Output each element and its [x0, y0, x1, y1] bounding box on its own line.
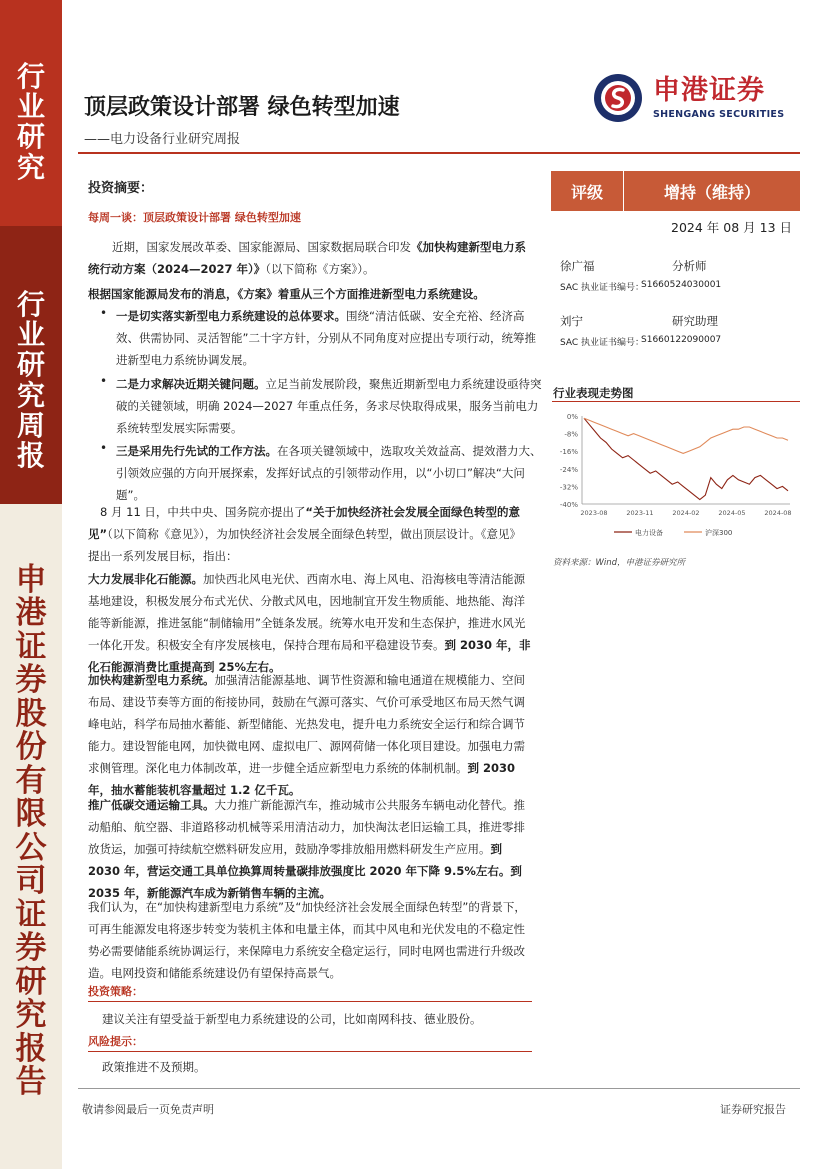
point-three-text: 在各项关键领域中，选取攻关效益高、提效潜力大、引领效应强的方向开展探索，发挥好试点的引领带动作用，以“小切口”解决“大问题”。	[116, 444, 542, 502]
point-two-text: 立足当前发展阶段，聚焦近期新型电力系统建设亟待突破的关键领域，明确 2024—2027 年重点任务，务求尽快取得成果，服务当前电力系统转型发展实际需要。	[116, 377, 542, 435]
bullet-icon: •	[100, 374, 108, 388]
chart-x-tick-label: 2023-08	[580, 509, 608, 517]
chart-y-tick-label: -8%	[564, 430, 578, 439]
analyst-name: 徐广福	[560, 259, 595, 273]
opinion-text-a: 8 月 11 日，中共中央、国务院亦提出了	[100, 505, 306, 519]
sidebar-label-industry-research: 行 业 研 究	[16, 60, 45, 184]
assistant-cert-label: SAC 执业证书编号：	[560, 338, 645, 348]
footer-report-type: 证券研究报告	[720, 1103, 786, 1116]
logo-text-en: SHENGANG SECURITIES	[653, 108, 785, 120]
section-transport-target: 到 2030 年，营运交通工具单位换算周转量碳排放强度比 2020 年下降 9.5%左右。到 2035 年，新能源汽车成为新销售车辆的主流。	[88, 842, 522, 900]
strategy-text: 建议关注有望受益于新型电力系统建设的公司，比如南网科技、德业股份。	[102, 1012, 482, 1026]
section-non-fossil-title: 大力发展非化石能源。	[88, 572, 203, 586]
chart-legend-label: 电力设备	[635, 529, 663, 537]
chart-y-tick-label: -24%	[559, 465, 578, 474]
footer-divider	[78, 1088, 800, 1089]
section-non-fossil	[88, 568, 532, 678]
chart-y-tick-label: 0%	[566, 413, 578, 421]
chart-y-tick-label: -16%	[559, 448, 578, 457]
weekly-topic-heading: 每周一谈：顶层政策设计部署 绿色转型加速	[88, 211, 301, 224]
sidebar	[0, 0, 62, 1169]
rating-label: 评级	[570, 182, 603, 202]
performance-line-chart	[552, 406, 798, 548]
point-one-text: 围绕“清洁低碳、安全充裕、经济高效、供需协同、灵活智能”二十字方针，分别从不同角度对应提出专项行动，统筹推进新型电力系统协调发展。	[116, 309, 536, 367]
section-non-fossil-text: 加快西北风电光伏、西南水电、海上风电、沿海核电等清洁能源基地建设，积极发展分布式光伏、分散式风电，因地制宜开发生物质能、地热能、海洋能等新能源，推进氢能“制储输用”全链条发展。统筹水电开发和生态保护，推进水风光一体化开发。积极安全有序发展核电，保持合理布局和平稳建设节奏。	[88, 572, 526, 652]
opinion-title: “关于加快经济社会发展全面绿色转型的意见”	[88, 505, 520, 541]
header-divider	[78, 152, 800, 154]
section-low-carbon-transport	[88, 794, 532, 904]
section-transport-title: 推广低碳交通运输工具。	[88, 798, 215, 812]
risk-heading: 风险提示：	[88, 1035, 143, 1048]
footer-disclaimer: 敬请参阅最后一页免责声明	[82, 1103, 214, 1116]
page-title: 顶层政策设计部署 绿色转型加速	[84, 94, 400, 120]
intro-text-a: 近期，国家发展改革委、国家能源局、国家数据局联合印发	[112, 240, 411, 254]
point-three	[88, 440, 542, 506]
assistant-role: 研究助理	[672, 314, 718, 328]
analyst-role: 分析师	[672, 259, 707, 273]
chart-title: 行业表现走势图	[553, 386, 634, 400]
strategy-rule	[88, 1001, 532, 1002]
summary-heading: 投资摘要：	[88, 181, 154, 196]
chart-y-tick-label: -40%	[559, 501, 578, 509]
page-subtitle: ——电力设备行业研究周报	[84, 132, 241, 147]
analyst-cert-label: SAC 执业证书编号：	[560, 283, 645, 293]
point-one-title: 一是切实落实新型电力系统建设的总体要求。	[116, 309, 346, 323]
view-paragraph: 我们认为，在“加快构建新型电力系统”及“加快经济社会发展全面绿色转型”的背景下，可再生能源发电将逐步转变为装机主体和电量主体，而其中风电和光伏发电的不稳定性势必需要储能系统协调运行，来保障电力系统安全稳定运行，同时电网也需进行升级改造。电网投资和储能系统建设仍有望保持高景气。	[88, 900, 526, 980]
chart-x-tick-label: 2024-05	[718, 509, 746, 517]
point-two-title: 二是力求解决近期关键问题。	[116, 377, 266, 391]
report-date: 2024 年 08 月 13 日	[671, 220, 792, 235]
chart-series-line	[584, 418, 788, 453]
plan-focus-paragraph: 根据国家能源局发布的消息，《方案》着重从三个方面推进新型电力系统建设。	[88, 287, 485, 301]
chart-x-tick-label: 2024-02	[672, 509, 700, 517]
chart-x-tick-label: 2024-08	[764, 509, 792, 517]
risk-rule	[88, 1051, 532, 1052]
section-power-system-text: 加强清洁能源基地、调节性资源和输电通道在规模能力、空间布局、建设节奏等方面的衔接协同，鼓励在气源可落实、气价可承受地区布局天然气调峰电站，科学布局抽水蓄能、新型储能、光热发电，提升电力系统安全运行和综合调节能力。建设智能电网，加快微电网、虚拟电厂、源网荷储一体化项目建设。加强电力需求侧管理。深化电力体制改革，进一步健全适应新型电力系统的体制机制。	[88, 673, 525, 775]
chart-legend-label: 沪深300	[705, 529, 733, 537]
assistant-cert: S1660122090007	[641, 335, 722, 345]
logo-text-cn: 申港证券	[653, 74, 765, 106]
bullet-icon: •	[100, 306, 108, 320]
risk-text: 政策推进不及预期。	[102, 1060, 206, 1074]
point-two	[88, 373, 542, 439]
section-non-fossil-target: 到 2030 年，非化石能源消费比重提高到 25%左右。	[88, 638, 531, 674]
opinion-paragraph	[88, 501, 532, 567]
bullet-icon: •	[100, 441, 108, 455]
section-transport-text: 大力推广新能源汽车，推动城市公共服务车辆电动化替代。推动船舶、航空器、非道路移动机械等采用清洁动力，加快淘汰老旧运输工具，推进零排放货运，加强可持续航空燃料研发应用，鼓励净零排放船用燃料研发生产应用。	[88, 798, 525, 856]
opinion-text-c: （以下简称《意见》），为加快经济社会发展全面绿色转型，做出顶层设计。《意见》提出一系列发展目标，指出：	[88, 527, 522, 563]
strategy-heading: 投资策略：	[88, 985, 143, 998]
rating-box	[551, 171, 800, 211]
sidebar-label-weekly: 行 业 研 究 周 报	[16, 288, 45, 473]
section-power-system	[88, 669, 532, 801]
chart-y-tick-label: -32%	[559, 483, 578, 492]
intro-plan-title: 《加快构建新型电力系统行动方案（2024—2027 年）》	[88, 240, 526, 276]
chart-x-tick-label: 2023-11	[626, 509, 654, 517]
sidebar-label-company: 申 港 证 券 股 份 有 限 公 司 证 券 研 究 报 告	[15, 562, 47, 1101]
section-power-system-target: 到 2030 年，抽水蓄能装机容量超过 1.2 亿千瓦。	[88, 761, 516, 797]
point-three-title: 三是采用先行先试的工作方法。	[116, 444, 277, 458]
company-logo	[592, 72, 784, 124]
analyst-cert: S1660524030001	[641, 280, 722, 290]
point-one	[88, 305, 542, 371]
intro-paragraph	[88, 236, 532, 280]
intro-text-c: （以下简称《方案》）。	[265, 262, 375, 276]
shengang-logo-icon	[592, 72, 644, 124]
assistant-name: 刘宁	[560, 314, 583, 328]
chart-title-rule	[552, 401, 800, 402]
chart-source: 资料来源：Wind，申港证券研究所	[553, 558, 686, 568]
rating-value: 增持（维持）	[663, 182, 760, 202]
section-power-system-title: 加快构建新型电力系统。	[88, 673, 215, 687]
